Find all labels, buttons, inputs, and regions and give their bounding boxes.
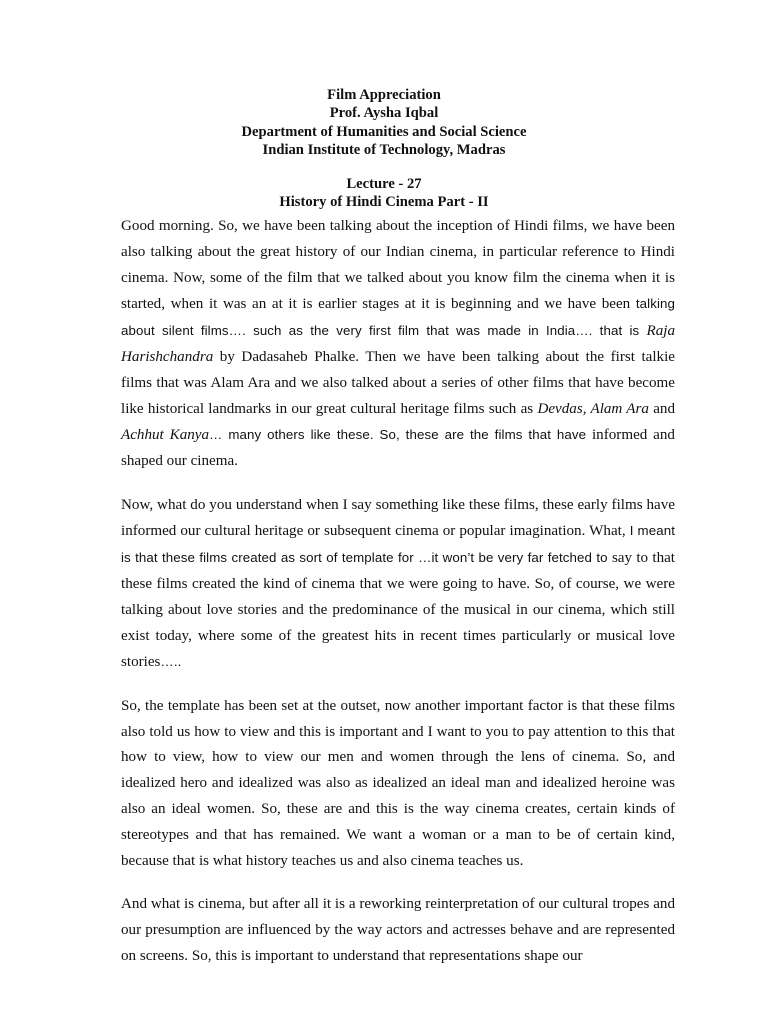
paragraph-4: And what is cinema, but after all it is a reworking reinterpretation of our cultural tropes and our presumption are influenced by the way actors and actresses behave and are represented on screens. So, this is important to understand that representations shape our bbox=[121, 895, 675, 964]
paragraph-1-text-b: talking about silent films…. such as the very first film that was made in India…. that is bbox=[121, 296, 675, 339]
institute-name: Indian Institute of Technology, Madras bbox=[262, 142, 506, 159]
lecture-header bbox=[0, 86, 768, 211]
paragraph-3: So, the template has been set at the outset, now another important factor is that these films also told us how to view and this is important and I want to you to pay attention to this that how to view, how to view our men and women through the lens of cinema. So, and idealized hero and idealized was also as idealized an ideal man and idealized heroine was also an ideal women. So, these are and this is the way cinema creates, certain kinds of stereotypes and that has remained. We want a woman or a man to be of certain kind, because that is what history teaches us and also cinema teaches us. bbox=[121, 697, 675, 869]
paragraph-2-text-c: say to that these films created the kind of cinema that we were going to have. So, of course, we were talking about love stories and the predominance of the musical in our cinema, which still exist today, where some of the greatest hits in recent times particularly or musical love stories bbox=[121, 550, 676, 671]
header-spacer bbox=[0, 160, 768, 175]
transcript-body bbox=[121, 214, 675, 987]
paragraph-1-text-f: and bbox=[653, 400, 676, 417]
film-title-devdas-alam-ara: Devdas, Alam Ara bbox=[537, 400, 649, 417]
course-title: Film Appreciation bbox=[327, 87, 441, 103]
paragraph-1-text-i: informed and shaped our cinema. bbox=[121, 427, 675, 470]
film-title-raja-harishchandra: Raja Harishchandra bbox=[121, 323, 675, 365]
paragraph-1-text-h: … many others like these. So, these are the films that have bbox=[209, 427, 587, 443]
paragraph-2 bbox=[121, 493, 675, 677]
paragraph-1 bbox=[121, 214, 675, 475]
lecture-topic: History of Hindi Cinema Part - II bbox=[279, 194, 489, 211]
paragraph-1-text-a: Good morning. So, we have been talking about the inception of Hindi films, we have been also talking about the great history of our Indian cinema, in particular reference to Hindi cinema. Now, some of the film that we talked about you know film the cinema when it is started, when it was an at it is earlier stages at it is beginning and we have been bbox=[121, 218, 675, 313]
professor-name: Prof. Aysha Iqbal bbox=[329, 105, 439, 122]
paragraph-2-text-a: Now, what do you understand when I say something like these films, these early films have informed our cultural heritage or subsequent cinema or popular imagination. What, bbox=[121, 496, 675, 540]
paragraph-1-text-d: by Dadasaheb Phalke. Then we have been talking about the first talkie films that was Alam Ara and we also talked about a series of other films that have become like historical landmarks in our great cultural heritage films such as bbox=[121, 348, 675, 417]
paragraph-2-text-d: ….. bbox=[160, 654, 182, 670]
department-name: Department of Humanities and Social Science bbox=[241, 123, 527, 140]
film-title-achhut-kanya: Achhut Kanya bbox=[121, 427, 210, 444]
lecture-number: Lecture - 27 bbox=[346, 175, 422, 192]
paragraph-2-text-b: I meant is that these films created as sort of template for …it won’t be very far fetched to bbox=[121, 523, 676, 566]
